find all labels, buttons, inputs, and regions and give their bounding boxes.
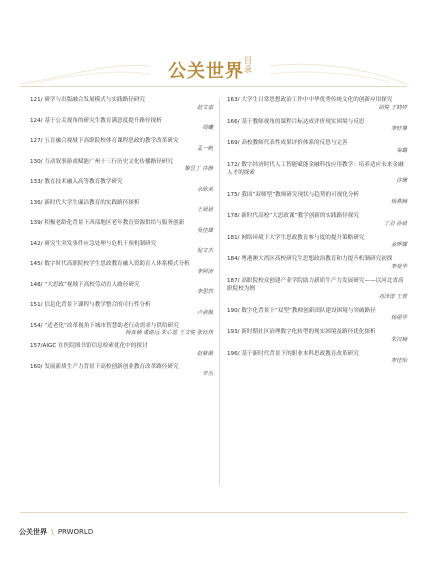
toc-entry-title: 154/ “适老化”改革视角下城市智慧助老行动需求与供给研究 — [30, 322, 179, 329]
toc-entry-author: 李思然 — [196, 289, 213, 295]
toc-entry-author: 李佳怡 — [390, 358, 407, 364]
toc-entry[interactable] — [30, 363, 213, 379]
toc-entry[interactable] — [227, 212, 407, 228]
toc-entry[interactable] — [30, 322, 213, 338]
toc-entry-author: 余陈美 — [196, 186, 213, 193]
toc-entry-title: 148/ “大思政”视域下高校劳动育人路径研究 — [30, 281, 140, 288]
toc-entry[interactable] — [227, 191, 407, 207]
toc-entry-title: 172/ 数字经济时代人工智能赋能金融科技应用教学：培养适应未来金融人才的探索 — [227, 161, 404, 176]
toc-entry[interactable] — [227, 350, 407, 366]
toc-entry-title: 142/ 研究生突发事件应急处理与危机干预机制研究 — [30, 240, 157, 247]
toc-entry-title: 184/ 粤港澳大湾区高校研究生思想政治教育和力提升机制研究初探 — [227, 256, 393, 262]
toc-entry[interactable] — [227, 234, 407, 250]
toc-entry-author: 孟一帆 — [196, 145, 213, 152]
toc-entry[interactable] — [30, 240, 213, 256]
toc-entry[interactable] — [30, 219, 213, 235]
toc-entry-author: 杨丽华 — [390, 315, 407, 321]
toc-entry-author: 黎昱丁 许静 — [184, 166, 213, 172]
toc-entry-author: 杨亚楠 董路远 朱心蕊 王文悦 张钰伟 — [125, 330, 213, 336]
toc-entry-title: 136/ 新时代大学生廉洁教育的实践路径探析 — [30, 199, 140, 206]
toc-entry-author: 丁羽 孙晨 — [383, 220, 407, 227]
toc-column-left — [30, 96, 213, 383]
column-divider — [219, 98, 220, 486]
toc-entry-title: 163/ 大学生日常思想政治工作中中华优秀传统文化的创新应用探究 — [227, 97, 393, 103]
toc-entry-title: 124/ 基于公关视角的研究生教育满意度提升路径探析 — [30, 117, 162, 124]
footer-separator: \ — [51, 528, 54, 536]
toc-entry-title: 166/ 基于教师视角的课程目标达成评价现实困境与反思 — [227, 118, 365, 125]
header-rule — [20, 86, 407, 87]
toc-entry[interactable] — [30, 260, 213, 276]
page-title: 公关世界 — [168, 61, 244, 82]
toc-entry-author: 朱汉楠 — [390, 336, 407, 343]
toc-entry-title: 130/ 互动叙事游戏赋能广州十三行历史文化传播路径研究 — [30, 158, 173, 165]
toc-entry-author: 周曦 — [202, 125, 213, 131]
toc-entry-title: 196/ 基于新时代背景下的职业本科思政教育改革研究 — [227, 350, 359, 357]
toc-entry-title: 178/ 新时代高校“大思政课”教学创新的实践路径探究 — [227, 213, 360, 219]
toc-entry-author: 赵文嘉 — [196, 104, 213, 111]
toc-entry[interactable] — [227, 96, 407, 112]
toc-entry-author: 李阿涛 — [196, 268, 213, 275]
toc-entry-title: 190/ 数字化背景下“双型”教师创新团队建设困境与突破路径 — [227, 307, 376, 314]
toc-column-right — [227, 96, 407, 371]
toc-entry[interactable] — [227, 307, 407, 323]
toc-entry-author: 卢淑佩 — [196, 309, 213, 316]
page-title-suffix: 目录 — [244, 56, 252, 74]
toc-entry-title: 133/ 教育技术融入高等教育教学研究 — [30, 179, 123, 185]
toc-entry-title: 145/ 数字时代高职院校学生思政教育融入资助育人体系模式分析 — [30, 261, 190, 267]
toc-entry-author: 秦璐 — [396, 147, 407, 154]
toc-entry-author: 李旺琳 — [390, 126, 407, 132]
page-footer — [19, 527, 93, 537]
toc-entry-title: 181/ 网络环境下大学生思政教育参与度的提升策略研究 — [227, 234, 365, 241]
toc-entry-author: 王晨晨 — [196, 207, 213, 213]
toc-entry-title: 157/AIGC 在医院图书馆信息检索优化中的探讨 — [30, 343, 148, 349]
toc-entry-author: 刘泽淳 王蓉 — [378, 293, 407, 300]
toc-entry-title: 193/ 新时期社区治理数字化转型的现实困境及路径优化探析 — [227, 329, 376, 335]
toc-entry-title: 169/ 高校教师代表性成果评价体系的反思与完善 — [227, 140, 348, 146]
toc-entry[interactable] — [30, 301, 213, 317]
toc-entry-title: 127/ 五育融合视域下高职院校体育课程思政的教学改革研究 — [30, 138, 179, 144]
toc-entry[interactable] — [30, 158, 213, 174]
toc-entry-author: 赵紫薇 — [196, 350, 213, 357]
toc-entry[interactable] — [30, 281, 213, 297]
toc-entry[interactable] — [30, 117, 213, 133]
toc-entry-title: 151/ 信息化背景下课程与教学整合的可行性分析 — [30, 302, 151, 308]
toc-entry[interactable] — [30, 137, 213, 153]
toc-entry-title: 139/ 积极老龄化背景下西部地区老年教育资源供给与服务创新 — [30, 220, 185, 226]
toc-entry-title: 121/ 研学与出版融合发展模式与实践路径研究 — [30, 97, 146, 103]
toc-entry[interactable] — [30, 96, 213, 112]
toc-entry[interactable] — [227, 328, 407, 344]
footer-brand: 公关世界 — [19, 528, 47, 536]
toc-entry[interactable] — [227, 161, 407, 185]
toc-entry-title: 187/ 高职院校众创建产业学院助力新质生产力发展研究——以河北省高职院校为例 — [227, 277, 404, 292]
toc-entry-author: 胡悦 王晓婷 — [378, 104, 407, 111]
toc-entry[interactable] — [30, 199, 213, 215]
toc-entry[interactable] — [227, 139, 407, 155]
toc-entry[interactable] — [227, 118, 407, 134]
toc-entry-author: 李曼华 — [390, 263, 407, 270]
toc-entry[interactable] — [30, 178, 213, 194]
toc-entry-title: 175/ 我国“双师型”教师研究现状与趋势的可视化分析 — [227, 191, 360, 198]
toc-entry-author: 辛丛 — [202, 371, 213, 377]
toc-entry[interactable] — [227, 255, 407, 271]
toc-entry-title: 160/ 发展新质生产力背景下高校创新创业教育改革路径研究 — [30, 363, 179, 370]
toc-entry[interactable] — [30, 342, 213, 358]
toc-entry-author: 倪文杰 — [196, 248, 213, 254]
toc-entry-author: 吴佳雄 — [196, 227, 213, 234]
footer-code: PRWORLD — [57, 528, 94, 536]
toc-entry-author: 金晔娜 — [390, 242, 407, 248]
toc-entry[interactable] — [227, 277, 407, 301]
toc-entry-author: 杨燕楠 — [390, 199, 407, 205]
footer-rule — [20, 512, 407, 513]
toc-entry-author: 许珊 — [396, 177, 407, 184]
